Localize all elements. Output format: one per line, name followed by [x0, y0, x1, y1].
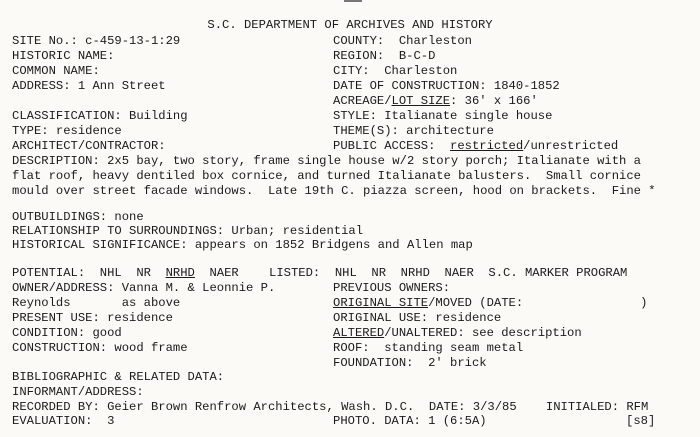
form-header: S.C. DEPARTMENT OF ARCHIVES AND HISTORY	[207, 18, 493, 32]
potential-label: POTENTIAL: NHL NR	[12, 266, 166, 280]
acreage-lot-size	[333, 94, 538, 108]
architect-contractor: ARCHITECT/CONTRACTOR:	[12, 139, 166, 153]
common-name: COMMON NAME:	[12, 64, 100, 78]
public-access-label: PUBLIC ACCESS:	[333, 139, 451, 153]
acreage-label: ACREAGE/	[333, 94, 392, 108]
listed: LISTED: NHL NR NRHD NAER S.C. MARKER PROGRAM	[269, 266, 628, 280]
moved-date: /MOVED (DATE: )	[428, 296, 648, 310]
address: ADDRESS: 1 Ann Street	[12, 79, 166, 93]
recorded-by: RECORDED BY: Geier Brown Renfrow Architects, Wash. D.C. DATE: 3/3/85 INITIALED: RFM	[12, 400, 649, 414]
construction: CONSTRUCTION: wood frame	[12, 341, 188, 355]
scan-mark	[344, 0, 362, 2]
evaluation: EVALUATION: 3	[12, 414, 115, 428]
outbuildings: OUTBUILDINGS: none	[12, 210, 144, 224]
county: COUNTY: Charleston	[333, 34, 472, 48]
public-access-selected: restricted	[450, 139, 524, 153]
region: REGION: B-C-D	[333, 49, 436, 63]
date-of-construction: DATE OF CONSTRUCTION: 1840-1852	[333, 79, 560, 93]
historical-significance: HISTORICAL SIGNIFICANCE: appears on 1852 Bridgens and Allen map	[12, 238, 473, 252]
acreage-value: : 36' x 166'	[450, 94, 538, 108]
present-use: PRESENT USE: residence	[12, 311, 173, 325]
owner-address-line-2: Reynolds as above	[12, 296, 181, 310]
lot-size-label: LOT SIZE	[391, 94, 451, 108]
informant-address: INFORMANT/ADDRESS:	[12, 385, 144, 399]
public-access	[333, 139, 618, 153]
sheet-reference: [s8]	[626, 414, 656, 428]
condition: CONDITION: good	[12, 326, 122, 340]
original-site: ORIGINAL SITE	[333, 296, 429, 310]
owner-address: OWNER/ADDRESS: Vanna M. & Leonnie P.	[12, 281, 276, 295]
relationship-to-surroundings: RELATIONSHIP TO SURROUNDINGS: Urban; residential	[12, 224, 364, 238]
public-access-rest: /unrestricted	[523, 139, 619, 153]
city: CITY: Charleston	[333, 64, 458, 78]
historic-name: HISTORIC NAME:	[12, 49, 115, 63]
original-use: ORIGINAL USE: residence	[333, 311, 502, 325]
type: TYPE: residence	[12, 124, 122, 138]
altered: ALTERED	[333, 326, 385, 340]
roof: ROOF: standing seam metal	[333, 341, 524, 355]
classification: CLASSIFICATION: Building	[12, 109, 188, 123]
photo-data: PHOTO. DATA: 1 (6:5A)	[333, 414, 487, 428]
original-site-moved	[333, 296, 648, 310]
foundation: FOUNDATION: 2' brick	[333, 356, 487, 370]
site-number: SITE No.: c-459-13-1:29	[12, 34, 181, 48]
description-line-1: DESCRIPTION: 2x5 bay, two story, frame single house w/2 story porch; Italianate with a	[12, 154, 641, 168]
description-line-2: flat roof, heavy dentiled box cornice, and turned Italianate balusters. Small cornice	[12, 169, 641, 183]
potential-naer: NAER	[194, 266, 239, 280]
potential-nrhd: NRHD	[165, 266, 195, 280]
style: STYLE: Italianate single house	[333, 109, 553, 123]
unaltered: /UNALTERED: see description	[384, 326, 582, 340]
bibliographic-data: BIBLIOGRAPHIC & RELATED DATA:	[12, 370, 225, 384]
potential	[12, 266, 239, 280]
altered-unaltered	[333, 326, 582, 340]
previous-owners: PREVIOUS OWNERS:	[333, 281, 451, 295]
themes: THEME(S): architecture	[333, 124, 494, 138]
description-line-3: mould over street facade windows. Late 19th C. piazza screen, hood on brackets. Fine *	[12, 184, 656, 198]
